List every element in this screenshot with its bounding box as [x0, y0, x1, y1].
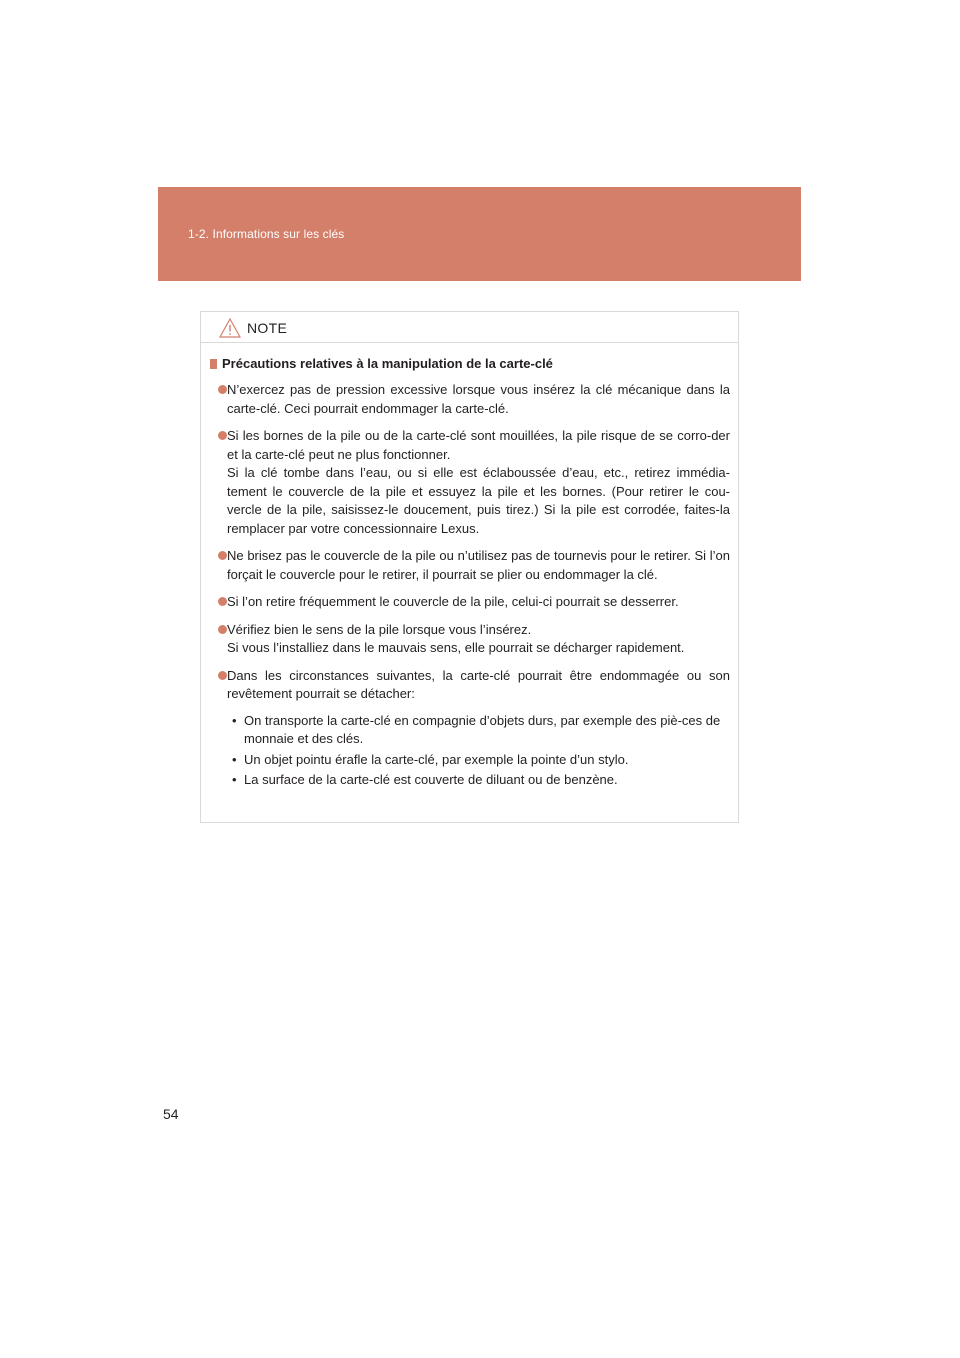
bullet-text: Vérifiez bien le sens de la pile lorsque vous l’insérez.	[227, 621, 532, 637]
sub-list	[227, 712, 730, 790]
sub-item-text: Un objet pointu érafle la carte-clé, par exemple la pointe d’un stylo.	[244, 751, 629, 767]
bullet-dot-icon	[218, 431, 227, 440]
bullet-dot-icon	[218, 625, 227, 634]
square-bullet-icon	[210, 359, 217, 369]
bullet-dot-icon	[218, 385, 227, 394]
warning-triangle-icon	[219, 318, 241, 338]
note-header	[201, 312, 738, 343]
bullet-item	[210, 547, 730, 584]
bullet-dot-icon	[218, 551, 227, 560]
bullet-dot-icon	[218, 671, 227, 680]
sub-list-item	[227, 712, 730, 749]
subheading-text: Précautions relatives à la manipulation de la carte-clé	[222, 356, 553, 371]
bullet-text: Si vous l’installiez dans le mauvais sens, elle pourrait se décharger rapidement.	[227, 640, 685, 655]
bullet-item	[210, 427, 730, 538]
section-title: 1-2. Informations sur les clés	[188, 227, 345, 241]
sub-item-text: On transporte la carte-clé en compagnie d’objets durs, par exemple des piè-ces de monnaie et des clés.	[244, 712, 721, 746]
bullet-text: N’exercez pas de pression excessive lorsque vous insérez la clé mécanique dans la carte-clé. Ceci pourrait endommager la carte-clé.	[227, 382, 730, 416]
sub-bullet-mark: •	[232, 772, 237, 787]
sub-item-text: La surface de la carte-clé est couverte de diluant ou de benzène.	[244, 772, 618, 787]
page-number: 54	[163, 1106, 179, 1122]
bullet-item	[210, 593, 730, 612]
bullet-text: Ne brisez pas le couvercle de la pile ou n’utilisez pas de tournevis pour le retirer. Si l’on forçait le couvercle pour le retirer, il pourrait se plier ou endommager la clé.	[227, 548, 730, 582]
subheading	[210, 355, 730, 373]
sub-list-item	[227, 751, 730, 770]
note-body	[201, 343, 738, 790]
bullet-text: Dans les circonstances suivantes, la carte-clé pourrait être endommagée ou son revêtement pourrait se détacher:	[227, 667, 730, 701]
bullet-item	[210, 621, 730, 658]
bullet-item	[210, 381, 730, 418]
bullet-text: Si l’on retire fréquemment le couvercle de la pile, celui-ci pourrait se desserrer.	[227, 594, 679, 609]
bullet-item	[210, 667, 730, 790]
note-title: NOTE	[247, 320, 288, 336]
sub-list-item	[227, 771, 730, 790]
sub-bullet-mark: •	[232, 712, 237, 728]
header-band	[158, 187, 801, 281]
bullet-dot-icon	[218, 597, 227, 606]
note-box	[200, 311, 739, 823]
sub-bullet-mark: •	[232, 751, 237, 767]
bullet-text: Si les bornes de la pile ou de la carte-clé sont mouillées, la pile risque de se corro-der et la carte-clé peut ne plus fonctionner.	[227, 428, 730, 462]
bullet-text: Si la clé tombe dans l’eau, ou si elle est éclaboussée d’eau, etc., retirez immédia-tement le couvercle de la pile et essuyez la pile et les bornes. (Pour retirer le cou-vercle de la pile, saisissez-le doucement, puis tirez.) Si la pile est corrodée, faites-la remplacer par votre concessionnaire Lexus.	[227, 465, 730, 536]
